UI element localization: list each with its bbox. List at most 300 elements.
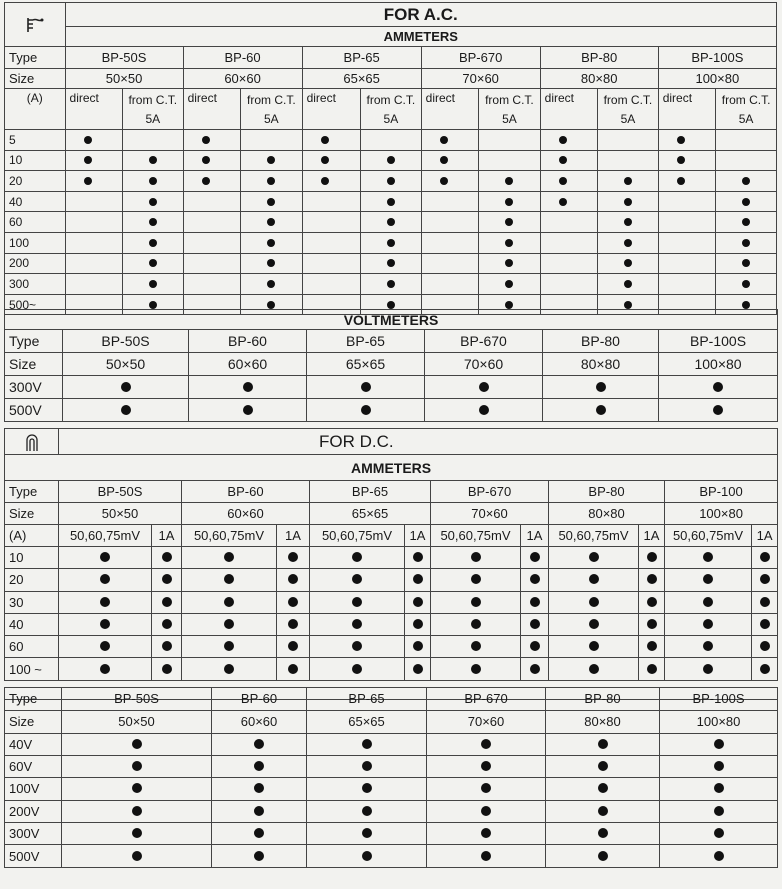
dot-cell (546, 800, 660, 822)
empty-cell (302, 232, 361, 253)
availability-dot-icon (149, 301, 157, 309)
dot-cell (277, 547, 310, 569)
table-row (5, 778, 778, 800)
model-size: 65×65 (307, 710, 427, 733)
availability-dot-icon (530, 552, 540, 562)
availability-dot-icon (440, 136, 448, 144)
availability-dot-icon (288, 641, 298, 651)
availability-dot-icon (254, 783, 264, 793)
availability-dot-icon (413, 664, 423, 674)
availability-dot-icon (352, 574, 362, 584)
availability-dot-icon (742, 301, 750, 309)
dc-section (4, 428, 777, 700)
dot-cell (63, 376, 189, 399)
cell-text: 20 (5, 569, 59, 591)
dot-cell (639, 613, 665, 635)
availability-dot-icon (624, 218, 632, 226)
dot-cell (241, 171, 303, 192)
availability-dot-icon (267, 239, 275, 247)
cell-text: 10 (5, 547, 59, 569)
model-type: BP-100S (660, 687, 778, 710)
dot-cell (521, 613, 549, 635)
availability-dot-icon (84, 136, 92, 144)
availability-dot-icon (288, 574, 298, 584)
ac-section (4, 2, 777, 315)
dot-cell (479, 171, 541, 192)
availability-dot-icon (352, 552, 362, 562)
model-size: 80×80 (546, 710, 660, 733)
table-row (5, 399, 778, 422)
dot-cell (152, 658, 182, 680)
dot-cell (182, 658, 277, 680)
empty-cell (65, 212, 123, 233)
dot-cell (549, 569, 639, 591)
table-row (5, 569, 778, 591)
dot-cell (212, 733, 307, 755)
availability-dot-icon (647, 664, 657, 674)
availability-dot-icon (760, 641, 770, 651)
dot-cell (659, 376, 778, 399)
col-from-ct-line2: 5A (263, 112, 279, 126)
dot-cell (212, 755, 307, 777)
dot-cell (361, 253, 422, 274)
availability-dot-icon (132, 739, 142, 749)
dot-cell (361, 274, 422, 295)
dot-cell (277, 636, 310, 658)
moving-iron-symbol-icon (5, 3, 66, 47)
availability-dot-icon (267, 301, 275, 309)
col-1a: 1A (521, 525, 549, 547)
cell-text: 60 (5, 636, 59, 658)
availability-dot-icon (471, 664, 481, 674)
ac-heading: FOR A.C. (65, 3, 776, 27)
dot-cell (65, 130, 123, 151)
dot-cell (598, 232, 659, 253)
dot-cell (716, 253, 777, 274)
table-row (5, 591, 778, 613)
dot-cell (63, 399, 189, 422)
model-type: BP-670 (431, 481, 549, 503)
dot-cell (431, 636, 521, 658)
availability-dot-icon (760, 597, 770, 607)
dot-cell (62, 823, 212, 845)
availability-dot-icon (413, 552, 423, 562)
model-size: 80×80 (540, 69, 658, 89)
availability-dot-icon (505, 301, 513, 309)
availability-dot-icon (321, 156, 329, 164)
col-from-ct-line2: 5A (738, 112, 754, 126)
availability-dot-icon (288, 619, 298, 629)
availability-dot-icon (624, 177, 632, 185)
model-type: BP-65 (302, 47, 421, 69)
cell-text: 300V (5, 823, 62, 845)
table-row (5, 130, 777, 151)
dot-cell (479, 232, 541, 253)
availability-dot-icon (321, 136, 329, 144)
dot-cell (307, 755, 427, 777)
cell-text: 30 (5, 591, 59, 613)
dot-cell (307, 733, 427, 755)
empty-cell (540, 274, 598, 295)
availability-dot-icon (703, 597, 713, 607)
dot-cell (660, 733, 778, 755)
cell-text: 100 ~ (5, 658, 59, 680)
cell-text: 500V (5, 399, 63, 422)
cell-text: 100V (5, 778, 62, 800)
dot-cell (546, 845, 660, 867)
table-row (5, 376, 778, 399)
dot-cell (639, 658, 665, 680)
availability-dot-icon (624, 259, 632, 267)
availability-dot-icon (596, 382, 606, 392)
model-size: 70×60 (427, 710, 546, 733)
availability-dot-icon (224, 574, 234, 584)
availability-dot-icon (713, 405, 723, 415)
availability-dot-icon (530, 619, 540, 629)
availability-dot-icon (100, 597, 110, 607)
availability-dot-icon (481, 739, 491, 749)
dot-cell (546, 733, 660, 755)
dot-cell (752, 591, 778, 613)
col-from-ct-line2: 5A (145, 112, 161, 126)
empty-cell (241, 130, 303, 151)
empty-cell (421, 212, 479, 233)
col-mv: 50,60,75mV (59, 525, 152, 547)
col-from-ct (479, 89, 541, 130)
availability-dot-icon (559, 198, 567, 206)
col-1a: 1A (405, 525, 431, 547)
availability-dot-icon (100, 641, 110, 651)
dot-cell (182, 547, 277, 569)
availability-dot-icon (714, 851, 724, 861)
empty-cell (658, 253, 716, 274)
dot-cell (665, 569, 752, 591)
cell-text: 200 (5, 253, 66, 274)
availability-dot-icon (677, 136, 685, 144)
dot-cell (302, 171, 361, 192)
availability-dot-icon (254, 761, 264, 771)
model-type: BP-60 (182, 481, 310, 503)
empty-cell (540, 212, 598, 233)
dot-cell (479, 274, 541, 295)
availability-dot-icon (589, 619, 599, 629)
availability-dot-icon (714, 828, 724, 838)
availability-dot-icon (254, 851, 264, 861)
dot-cell (123, 191, 184, 212)
model-type: BP-50S (65, 47, 183, 69)
dot-cell (361, 232, 422, 253)
availability-dot-icon (413, 619, 423, 629)
availability-dot-icon (479, 382, 489, 392)
dot-cell (549, 591, 639, 613)
dot-cell (665, 636, 752, 658)
availability-dot-icon (387, 156, 395, 164)
dc-ammeters-title: AMMETERS (5, 455, 778, 481)
availability-dot-icon (387, 280, 395, 288)
dot-cell (716, 232, 777, 253)
empty-cell (183, 274, 241, 295)
dot-cell (479, 191, 541, 212)
availability-dot-icon (202, 177, 210, 185)
model-type: BP-65 (307, 330, 425, 353)
availability-dot-icon (481, 851, 491, 861)
dot-cell (540, 171, 598, 192)
empty-cell (598, 130, 659, 151)
dot-cell (152, 591, 182, 613)
col-from-ct-line1: from C.T. (128, 93, 178, 107)
model-size: 100×80 (660, 710, 778, 733)
availability-dot-icon (530, 664, 540, 674)
col-direct: direct (183, 89, 241, 130)
model-size: 50×50 (65, 69, 183, 89)
availability-dot-icon (624, 198, 632, 206)
dot-cell (405, 636, 431, 658)
dot-cell (639, 569, 665, 591)
availability-dot-icon (132, 806, 142, 816)
cell-text: Type (5, 330, 63, 353)
availability-dot-icon (387, 259, 395, 267)
availability-dot-icon (559, 177, 567, 185)
table-row (5, 253, 777, 274)
availability-dot-icon (202, 156, 210, 164)
empty-cell (302, 212, 361, 233)
availability-dot-icon (714, 806, 724, 816)
empty-cell (183, 232, 241, 253)
empty-cell (479, 130, 541, 151)
empty-cell (716, 150, 777, 171)
availability-dot-icon (288, 597, 298, 607)
dot-cell (183, 130, 241, 151)
availability-dot-icon (202, 136, 210, 144)
col-mv: 50,60,75mV (549, 525, 639, 547)
availability-dot-icon (703, 574, 713, 584)
availability-dot-icon (267, 218, 275, 226)
dot-cell (427, 845, 546, 867)
col-from-ct-line1: from C.T. (721, 93, 771, 107)
dot-cell (431, 613, 521, 635)
availability-dot-icon (100, 664, 110, 674)
availability-dot-icon (481, 828, 491, 838)
model-size: 70×60 (425, 353, 543, 376)
dot-cell (123, 212, 184, 233)
dot-cell (639, 636, 665, 658)
availability-dot-icon (362, 806, 372, 816)
availability-dot-icon (598, 828, 608, 838)
empty-cell (421, 191, 479, 212)
availability-dot-icon (243, 405, 253, 415)
dot-cell (549, 636, 639, 658)
col-from-ct (716, 89, 777, 130)
empty-cell (658, 191, 716, 212)
availability-dot-icon (714, 761, 724, 771)
empty-cell (302, 253, 361, 274)
availability-dot-icon (624, 239, 632, 247)
col-mv: 50,60,75mV (182, 525, 277, 547)
dot-cell (431, 591, 521, 613)
availability-dot-icon (387, 198, 395, 206)
availability-dot-icon (471, 552, 481, 562)
availability-dot-icon (362, 739, 372, 749)
dc-ammeters-table (4, 428, 778, 700)
availability-dot-icon (505, 218, 513, 226)
empty-cell (361, 130, 422, 151)
availability-dot-icon (742, 259, 750, 267)
col-from-ct-line1: from C.T. (366, 93, 416, 107)
availability-dot-icon (413, 574, 423, 584)
dot-cell (212, 800, 307, 822)
model-type: BP-80 (546, 687, 660, 710)
model-size: 60×60 (182, 503, 310, 525)
availability-dot-icon (162, 641, 172, 651)
availability-dot-icon (352, 664, 362, 674)
empty-cell (183, 191, 241, 212)
table-row (5, 845, 778, 867)
availability-dot-icon (647, 597, 657, 607)
availability-dot-icon (267, 259, 275, 267)
dot-cell (427, 755, 546, 777)
availability-dot-icon (362, 828, 372, 838)
dot-cell (59, 613, 152, 635)
availability-dot-icon (288, 664, 298, 674)
empty-cell (540, 232, 598, 253)
availability-dot-icon (361, 382, 371, 392)
dot-cell (425, 399, 543, 422)
col-1a: 1A (752, 525, 778, 547)
table-row (5, 212, 777, 233)
availability-dot-icon (714, 783, 724, 793)
cell-text: Size (5, 353, 63, 376)
availability-dot-icon (481, 761, 491, 771)
dot-cell (277, 613, 310, 635)
availability-dot-icon (589, 574, 599, 584)
model-size: 60×60 (212, 710, 307, 733)
model-type: BP-670 (425, 330, 543, 353)
availability-dot-icon (760, 552, 770, 562)
availability-dot-icon (267, 177, 275, 185)
availability-dot-icon (742, 218, 750, 226)
model-size: 70×60 (431, 503, 549, 525)
cell-text: 500~ (5, 294, 66, 315)
dot-cell (123, 274, 184, 295)
dot-cell (59, 569, 152, 591)
dot-cell (277, 569, 310, 591)
dot-cell (546, 755, 660, 777)
dot-cell (598, 212, 659, 233)
cell-text: 300V (5, 376, 63, 399)
availability-dot-icon (149, 259, 157, 267)
dot-cell (123, 150, 184, 171)
dot-cell (521, 547, 549, 569)
availability-dot-icon (647, 641, 657, 651)
col-direct: direct (302, 89, 361, 130)
dot-cell (182, 636, 277, 658)
dc-voltmeters-table (4, 682, 778, 868)
dot-cell (241, 253, 303, 274)
availability-dot-icon (121, 405, 131, 415)
dot-cell (62, 778, 212, 800)
dot-cell (59, 547, 152, 569)
dot-cell (427, 823, 546, 845)
cell-text: Size (5, 503, 59, 525)
dot-cell (189, 399, 307, 422)
dot-cell (716, 191, 777, 212)
dot-cell (479, 253, 541, 274)
model-type: BP-50S (62, 687, 212, 710)
availability-dot-icon (505, 198, 513, 206)
cell-text: Type (5, 481, 59, 503)
empty-cell (65, 232, 123, 253)
availability-dot-icon (596, 405, 606, 415)
cell-text: 60 (5, 212, 66, 233)
empty-cell (65, 253, 123, 274)
availability-dot-icon (352, 641, 362, 651)
availability-dot-icon (387, 239, 395, 247)
availability-dot-icon (149, 239, 157, 247)
availability-dot-icon (742, 198, 750, 206)
dot-cell (431, 569, 521, 591)
model-type: BP-60 (189, 330, 307, 353)
availability-dot-icon (132, 851, 142, 861)
availability-dot-icon (559, 136, 567, 144)
model-type: BP-100S (658, 47, 776, 69)
model-size: 50×50 (62, 710, 212, 733)
cell-text: 40 (5, 191, 66, 212)
cell-text: Type (5, 687, 62, 710)
model-type: BP-65 (307, 687, 427, 710)
col-mv: 50,60,75mV (310, 525, 405, 547)
dot-cell (546, 778, 660, 800)
dot-cell (307, 823, 427, 845)
col-from-ct (123, 89, 184, 130)
table-row (5, 613, 778, 635)
availability-dot-icon (505, 280, 513, 288)
col-direct: direct (65, 89, 123, 130)
dc-voltmeters-section (4, 682, 777, 868)
dot-cell (310, 569, 405, 591)
dot-cell (59, 591, 152, 613)
model-size: 80×80 (549, 503, 665, 525)
dot-cell (716, 274, 777, 295)
dot-cell (665, 613, 752, 635)
availability-dot-icon (162, 574, 172, 584)
model-size: 100×80 (659, 353, 778, 376)
availability-dot-icon (149, 177, 157, 185)
empty-cell (302, 191, 361, 212)
table-row (5, 274, 777, 295)
availability-dot-icon (387, 218, 395, 226)
dot-cell (152, 613, 182, 635)
dot-cell (361, 150, 422, 171)
availability-dot-icon (149, 280, 157, 288)
dot-cell (302, 150, 361, 171)
availability-dot-icon (598, 761, 608, 771)
availability-dot-icon (254, 739, 264, 749)
table-row (5, 191, 777, 212)
empty-cell (598, 150, 659, 171)
availability-dot-icon (505, 239, 513, 247)
availability-dot-icon (589, 552, 599, 562)
dc-heading: FOR D.C. (59, 429, 778, 455)
cell-text: 40 (5, 613, 59, 635)
dot-cell (123, 171, 184, 192)
availability-dot-icon (362, 761, 372, 771)
dot-cell (540, 130, 598, 151)
availability-dot-icon (440, 177, 448, 185)
dot-cell (479, 212, 541, 233)
cell-text: 300 (5, 274, 66, 295)
availability-dot-icon (677, 156, 685, 164)
model-type: BP-670 (421, 47, 540, 69)
